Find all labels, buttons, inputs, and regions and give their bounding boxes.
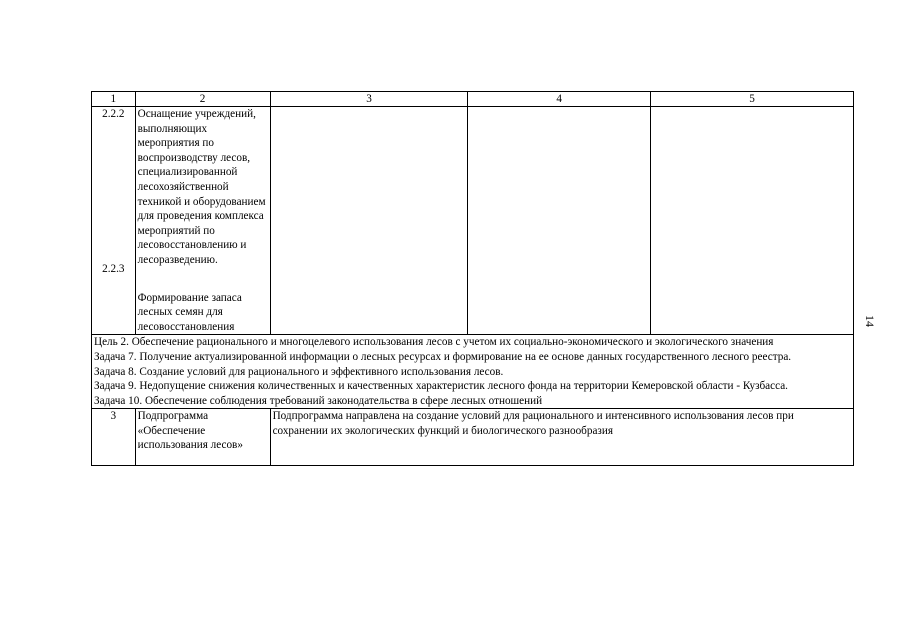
task-text: Задача 9. Недопущение снижения количественных и качественных характеристик лесного фонда на территории Кемеровской области - Кузбасса. bbox=[94, 380, 788, 393]
task-text: Задача 7. Получение актуализированной информации о лесных ресурсах и формирование на ее основе данных государственного лесного реестра. bbox=[94, 350, 792, 363]
subprogram-description: Подпрограмма направлена на создание условий для рационального и интенсивного использования лесов при сохранении их экологических функций и биологического разнообразия bbox=[270, 409, 853, 466]
row-cell-4 bbox=[468, 107, 651, 335]
goal-row bbox=[92, 335, 854, 409]
row-name-cell bbox=[135, 107, 270, 335]
column-header-5: 5 bbox=[651, 92, 854, 107]
row-name: Формирование запаса лесных семян для лесовосстановления bbox=[137, 291, 242, 333]
table-row bbox=[92, 107, 854, 335]
page-number: 14 bbox=[863, 315, 877, 327]
column-header-3: 3 bbox=[270, 92, 468, 107]
subprogram-number: 3 bbox=[92, 409, 136, 466]
table-header-row bbox=[92, 92, 854, 107]
task-text: Задача 8. Создание условий для рационального и эффективного использования лесов. bbox=[94, 365, 504, 378]
subprogram-row bbox=[92, 409, 854, 466]
column-header-4: 4 bbox=[468, 92, 651, 107]
row-cell-3 bbox=[270, 107, 468, 335]
goal-text: Цель 2. Обеспечение рационального и многоцелевого использования лесов с учетом их социально-экономического и экологического значения bbox=[94, 336, 774, 349]
row-cell-5 bbox=[651, 107, 854, 335]
column-header-1: 1 bbox=[92, 92, 136, 107]
column-header-2: 2 bbox=[135, 92, 270, 107]
program-table bbox=[91, 91, 854, 466]
row-number: 2.2.2 bbox=[102, 108, 125, 120]
subprogram-name: Подпрограмма «Обеспечение использования лесов» bbox=[135, 409, 270, 466]
task-text: Задача 10. Обеспечение соблюдения требований законодательства в сфере лесных отношений bbox=[94, 394, 543, 407]
row-name: Оснащение учреждений, выполняющих мероприятия по воспроизводству лесов, специализированной лесохозяйственной техникой и оборудованием для проведения комплекса мероприятий по лесовосстановлению и лесоразведению. bbox=[137, 108, 266, 266]
row-number-cell bbox=[92, 107, 136, 335]
goal-cell bbox=[92, 335, 854, 409]
row-number: 2.2.3 bbox=[102, 262, 125, 275]
